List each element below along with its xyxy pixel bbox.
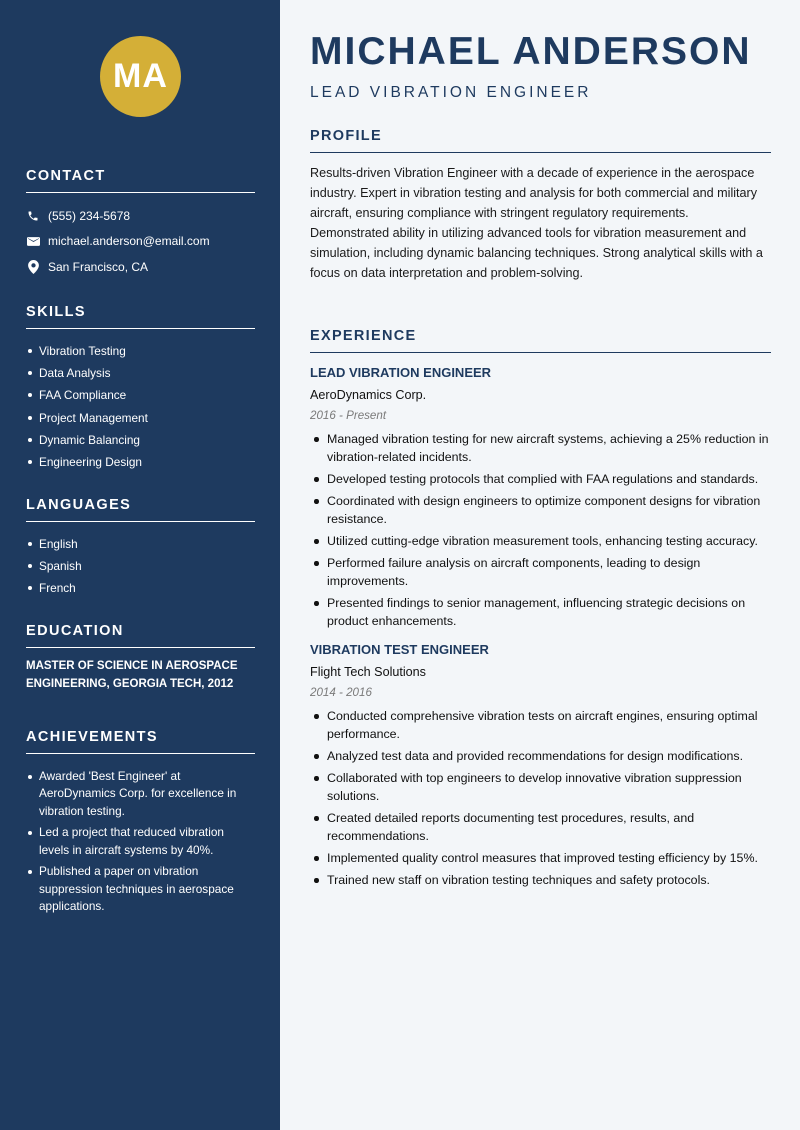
email-text: michael.anderson@email.com xyxy=(48,234,210,249)
skills-section xyxy=(26,304,255,473)
job-company: Flight Tech Solutions xyxy=(310,665,426,679)
achievement-item: Led a project that reduced vibration levels in aircraft systems by 40%. xyxy=(26,824,255,859)
job-title: VIBRATION TEST ENGINEER xyxy=(310,642,489,657)
job-bullet: Managed vibration testing for new aircraft systems, achieving a 25% reduction in vibration-related incidents. xyxy=(310,430,771,466)
skill-item: Project Management xyxy=(26,407,255,429)
job-bullet: Created detailed reports documenting test procedures, results, and recommendations. xyxy=(310,809,771,845)
job-bullet: Analyzed test data and provided recommendations for design modifications. xyxy=(310,747,771,765)
job-entry xyxy=(310,365,771,630)
language-item: French xyxy=(26,577,255,599)
map-pin-icon xyxy=(26,260,40,274)
languages-section xyxy=(26,497,255,600)
education-text: MASTER OF SCIENCE IN AEROSPACE ENGINEERING, GEORGIA TECH, 2012 xyxy=(26,660,238,690)
skill-item: Data Analysis xyxy=(26,362,255,384)
contact-list xyxy=(26,203,255,280)
job-company: AeroDynamics Corp. xyxy=(310,388,427,402)
achievements-list xyxy=(26,768,255,915)
phone-text: (555) 234-5678 xyxy=(48,208,131,223)
job-bullet: Developed testing protocols that complied with FAA regulations and standards. xyxy=(310,470,771,488)
profile-section xyxy=(310,128,771,283)
job-bullet: Trained new staff on vibration testing techniques and safety protocols. xyxy=(310,871,771,889)
contact-heading: CONTACT xyxy=(26,168,255,193)
language-item: Spanish xyxy=(26,555,255,577)
achievements-heading: ACHIEVEMENTS xyxy=(26,729,255,754)
profile-text: Results-driven Vibration Engineer with a decade of experience in the aerospace industry. Expert in vibration testing and analysis for both commercial and military aircraft, ensuring compliance with stringent regulatory requirements. Demonstrated ability in utilizing advanced tools for vibration measurement and simulation, including dynamic balancing techniques. Strong analytical skills with a focus on data interpretation and problem-solving. xyxy=(310,166,763,280)
skill-item: Engineering Design xyxy=(26,451,255,473)
skills-list xyxy=(26,340,255,473)
languages-list xyxy=(26,533,255,600)
experience-heading: EXPERIENCE xyxy=(310,328,771,353)
candidate-title: LEAD VIBRATION ENGINEER xyxy=(310,84,592,101)
candidate-name: MICHAEL ANDERSON xyxy=(310,30,752,73)
avatar: MA xyxy=(100,36,181,117)
education-heading: EDUCATION xyxy=(26,623,255,648)
job-bullet: Performed failure analysis on aircraft components, leading to design improvements. xyxy=(310,554,771,590)
job-bullet: Implemented quality control measures that improved testing efficiency by 15%. xyxy=(310,849,771,867)
achievements-section xyxy=(26,729,255,920)
skill-item: Vibration Testing xyxy=(26,340,255,362)
job-bullet: Conducted comprehensive vibration tests on aircraft engines, ensuring optimal performance. xyxy=(310,707,771,743)
job-bullet: Presented findings to senior management, influencing strategic decisions on product enhancements. xyxy=(310,594,771,630)
job-bullet-list xyxy=(310,707,771,889)
job-bullet-list xyxy=(310,430,771,630)
job-bullet: Utilized cutting-edge vibration measurement tools, enhancing testing accuracy. xyxy=(310,532,771,550)
skill-item: Dynamic Balancing xyxy=(26,429,255,451)
job-dates: 2016 - Present xyxy=(310,409,387,422)
profile-heading: PROFILE xyxy=(310,128,771,153)
achievement-item: Awarded 'Best Engineer' at AeroDynamics Corp. for excellence in vibration testing. xyxy=(26,768,255,820)
languages-heading: LANGUAGES xyxy=(26,497,255,522)
achievement-item: Published a paper on vibration suppression techniques in aerospace applications. xyxy=(26,863,255,915)
skills-heading: SKILLS xyxy=(26,304,255,329)
job-title: LEAD VIBRATION ENGINEER xyxy=(310,365,492,380)
skill-item: FAA Compliance xyxy=(26,384,255,406)
contact-phone xyxy=(26,203,255,229)
language-item: English xyxy=(26,533,255,555)
envelope-icon xyxy=(26,234,40,248)
job-dates: 2014 - 2016 xyxy=(310,686,372,699)
job-bullet: Coordinated with design engineers to optimize component designs for vibration resistance. xyxy=(310,492,771,528)
phone-icon xyxy=(26,209,40,223)
education-section xyxy=(26,623,255,693)
sidebar xyxy=(0,0,280,1130)
contact-section xyxy=(26,168,255,280)
contact-location xyxy=(26,254,255,280)
job-entry xyxy=(310,642,771,889)
contact-email xyxy=(26,229,255,255)
job-bullet: Collaborated with top engineers to develop innovative vibration suppression solutions. xyxy=(310,769,771,805)
experience-section xyxy=(310,328,771,893)
location-text: San Francisco, CA xyxy=(48,259,149,274)
